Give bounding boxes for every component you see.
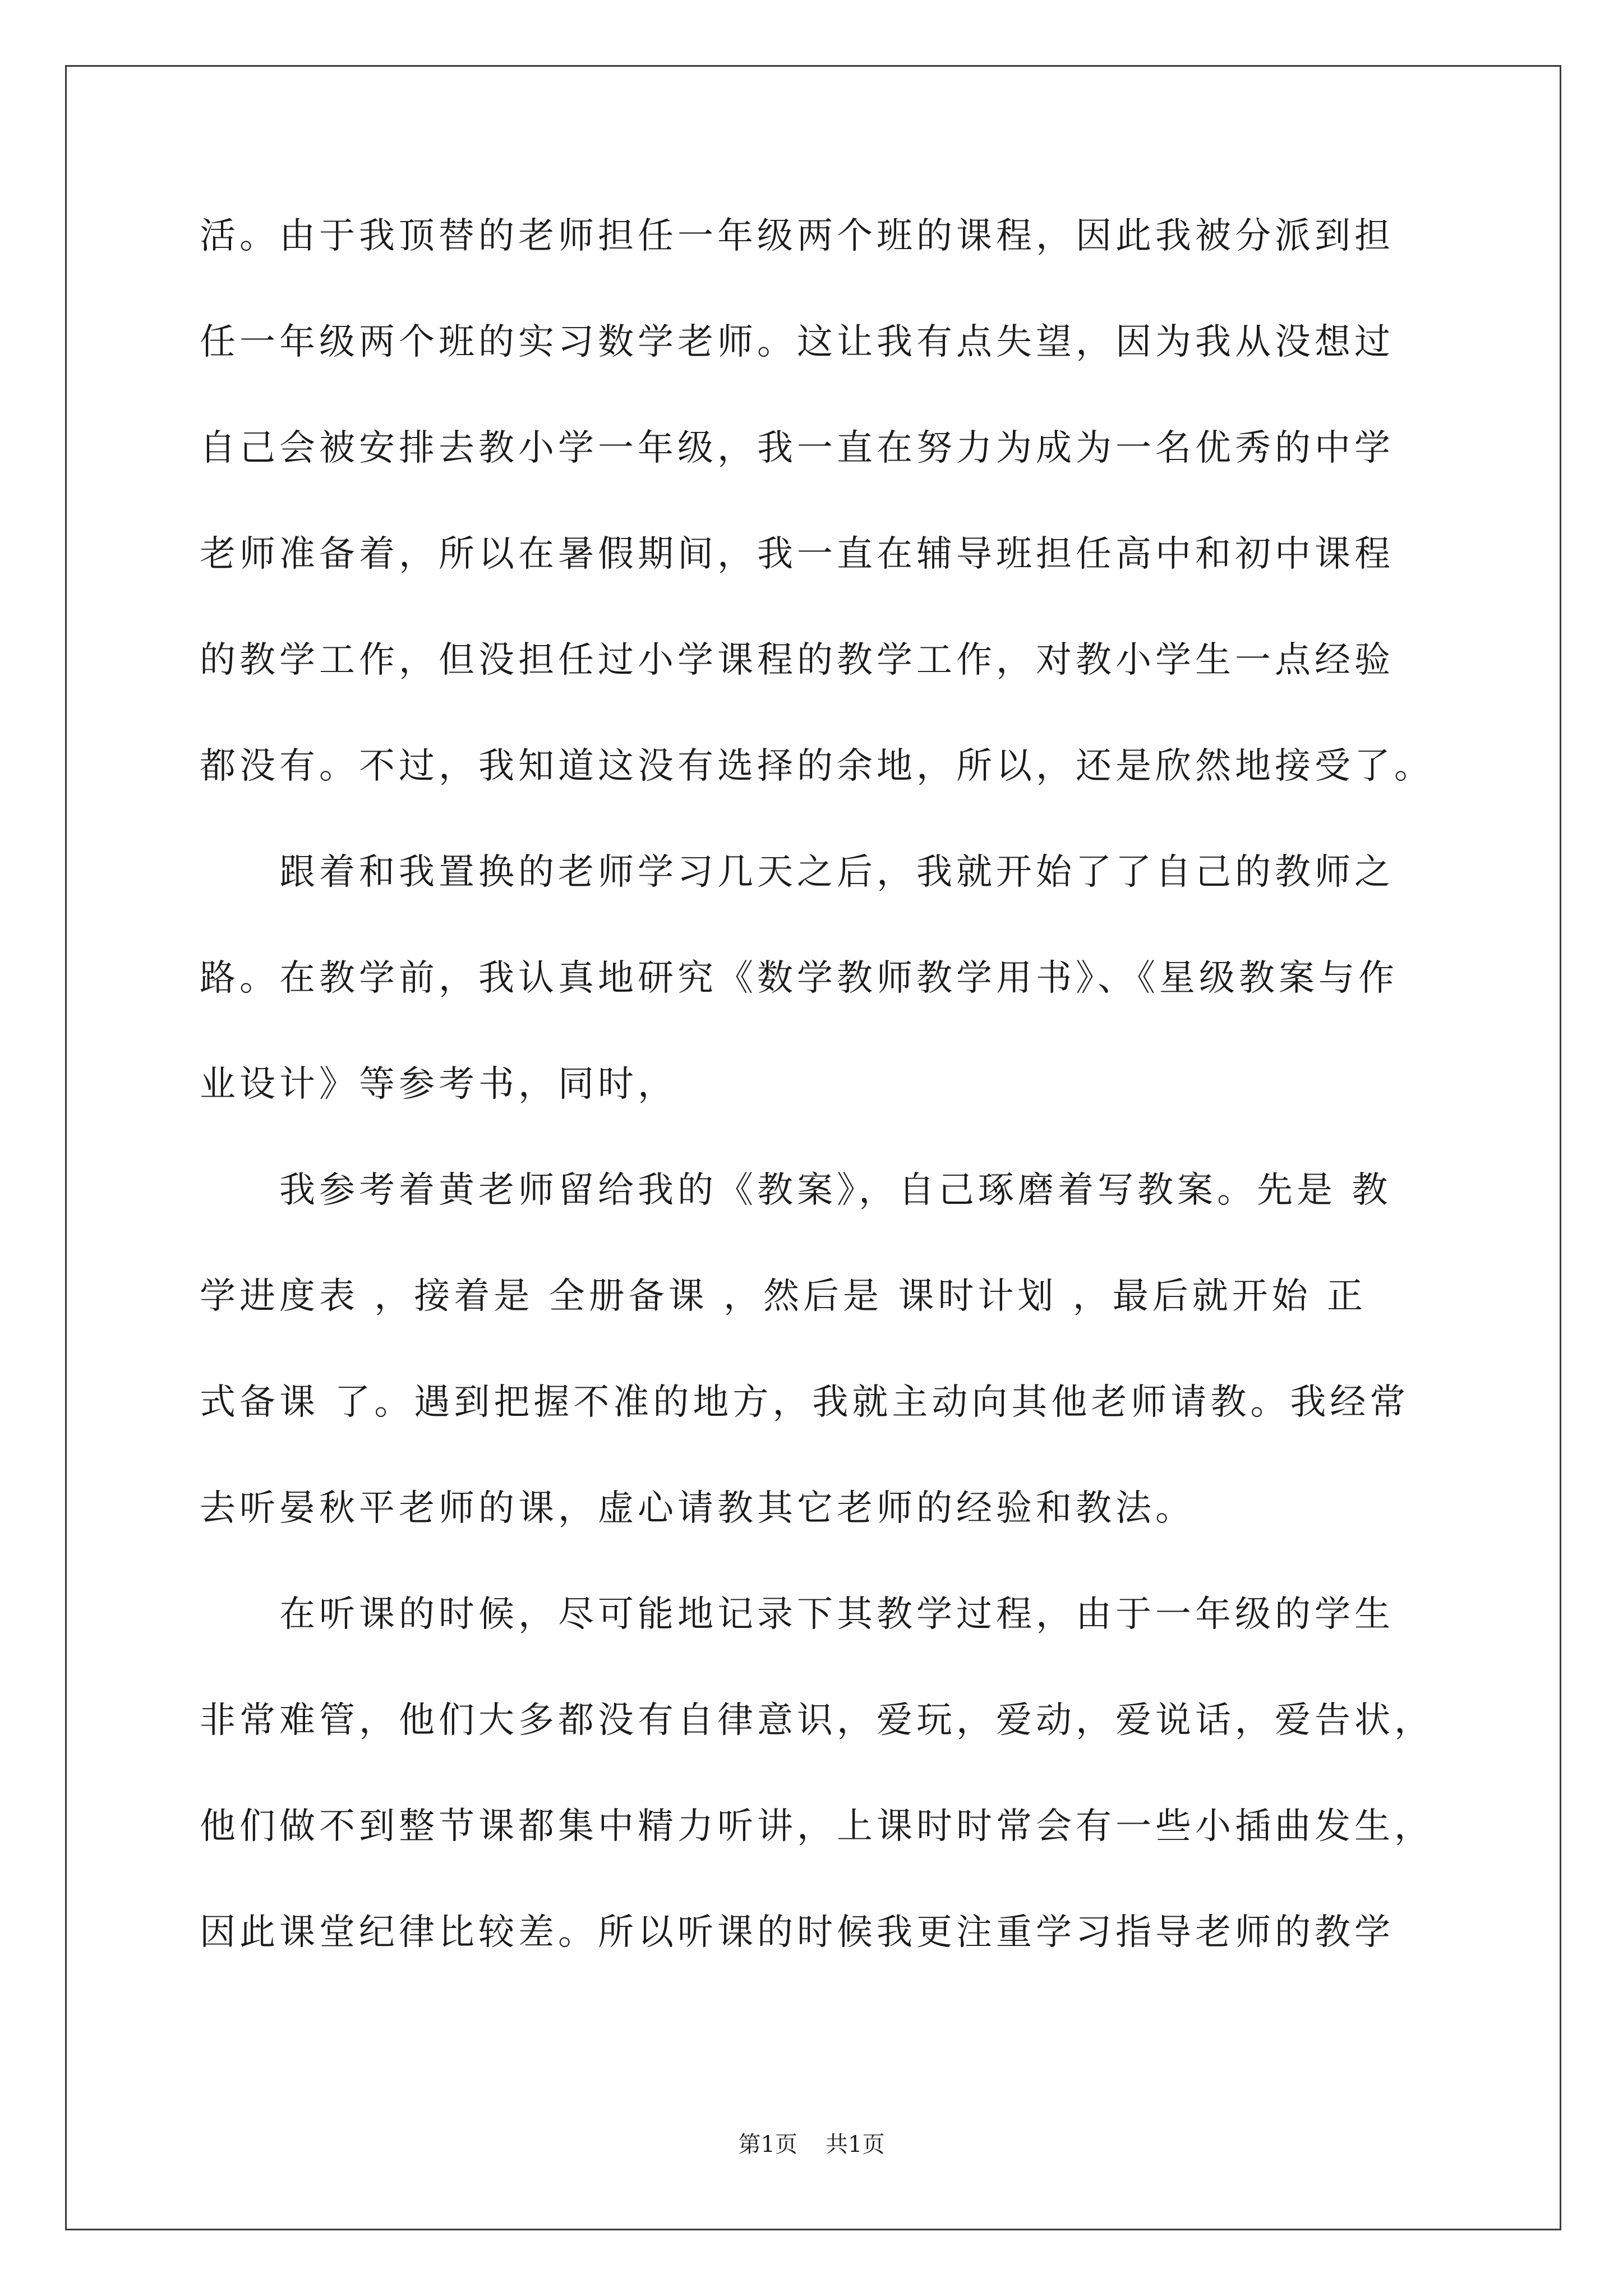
text-line: 在听课的时候，尽可能地记录下其教学过程，由于一年级的学生 xyxy=(200,1594,1394,1635)
text-line: 非常难管，他们大多都没有自律意识，爱玩，爱动，爱说话，爱告状， xyxy=(200,1700,1434,1741)
text-line: 老师准备着，所以在暑假期间，我一直在辅导班担任高中和初中课程 xyxy=(200,533,1394,575)
text-line: 路。在教学前，我认真地研究《数学教师教学用书》、《星级教案与作 xyxy=(200,958,1398,999)
text-line: 都没有。不过，我知道这没有选择的余地，所以，还是欣然地接受了。 xyxy=(200,746,1434,787)
document-body xyxy=(200,217,1433,2019)
text-line: 我参考着黄老师留给我的《教案》，自己琢磨着写教案。先是 教 xyxy=(200,1170,1392,1211)
text-line: 业设计》等参考书，同时， xyxy=(200,1064,677,1105)
text-line: 任一年级两个班的实习数学老师。这让我有点失望，因为我从没想过 xyxy=(200,321,1394,363)
text-line: 学进度表 ，接着是 全册备课 ，然后是 课时计划 ，最后就开始 正 xyxy=(200,1276,1367,1317)
text-line: 式备课 了。遇到把握不准的地方，我就主动向其他老师请教。我经常 xyxy=(200,1382,1410,1423)
text-line: 的教学工作，但没担任过小学课程的教学工作，对教小学生一点经验 xyxy=(200,639,1394,681)
text-line: 跟着和我置换的老师学习几天之后，我就开始了了自己的教师之 xyxy=(200,852,1394,893)
text-line: 活。由于我顶替的老师担任一年级两个班的课程，因此我被分派到担 xyxy=(200,215,1394,257)
text-line: 因此课堂纪律比较差。所以听课的时候我更注重学习指导老师的教学 xyxy=(200,1912,1394,1953)
text-line: 自己会被安排去教小学一年级，我一直在努力为成为一名优秀的中学 xyxy=(200,427,1394,469)
page-number: 第1页 xyxy=(738,2132,797,2157)
page-total: 共1页 xyxy=(826,2132,885,2157)
text-line: 去听晏秋平老师的课，虚心请教其它老师的经验和教法。 xyxy=(200,1488,1195,1529)
page-footer xyxy=(0,2131,1623,2159)
text-line: 他们做不到整节课都集中精力听讲，上课时时常会有一些小插曲发生， xyxy=(200,1806,1434,1847)
